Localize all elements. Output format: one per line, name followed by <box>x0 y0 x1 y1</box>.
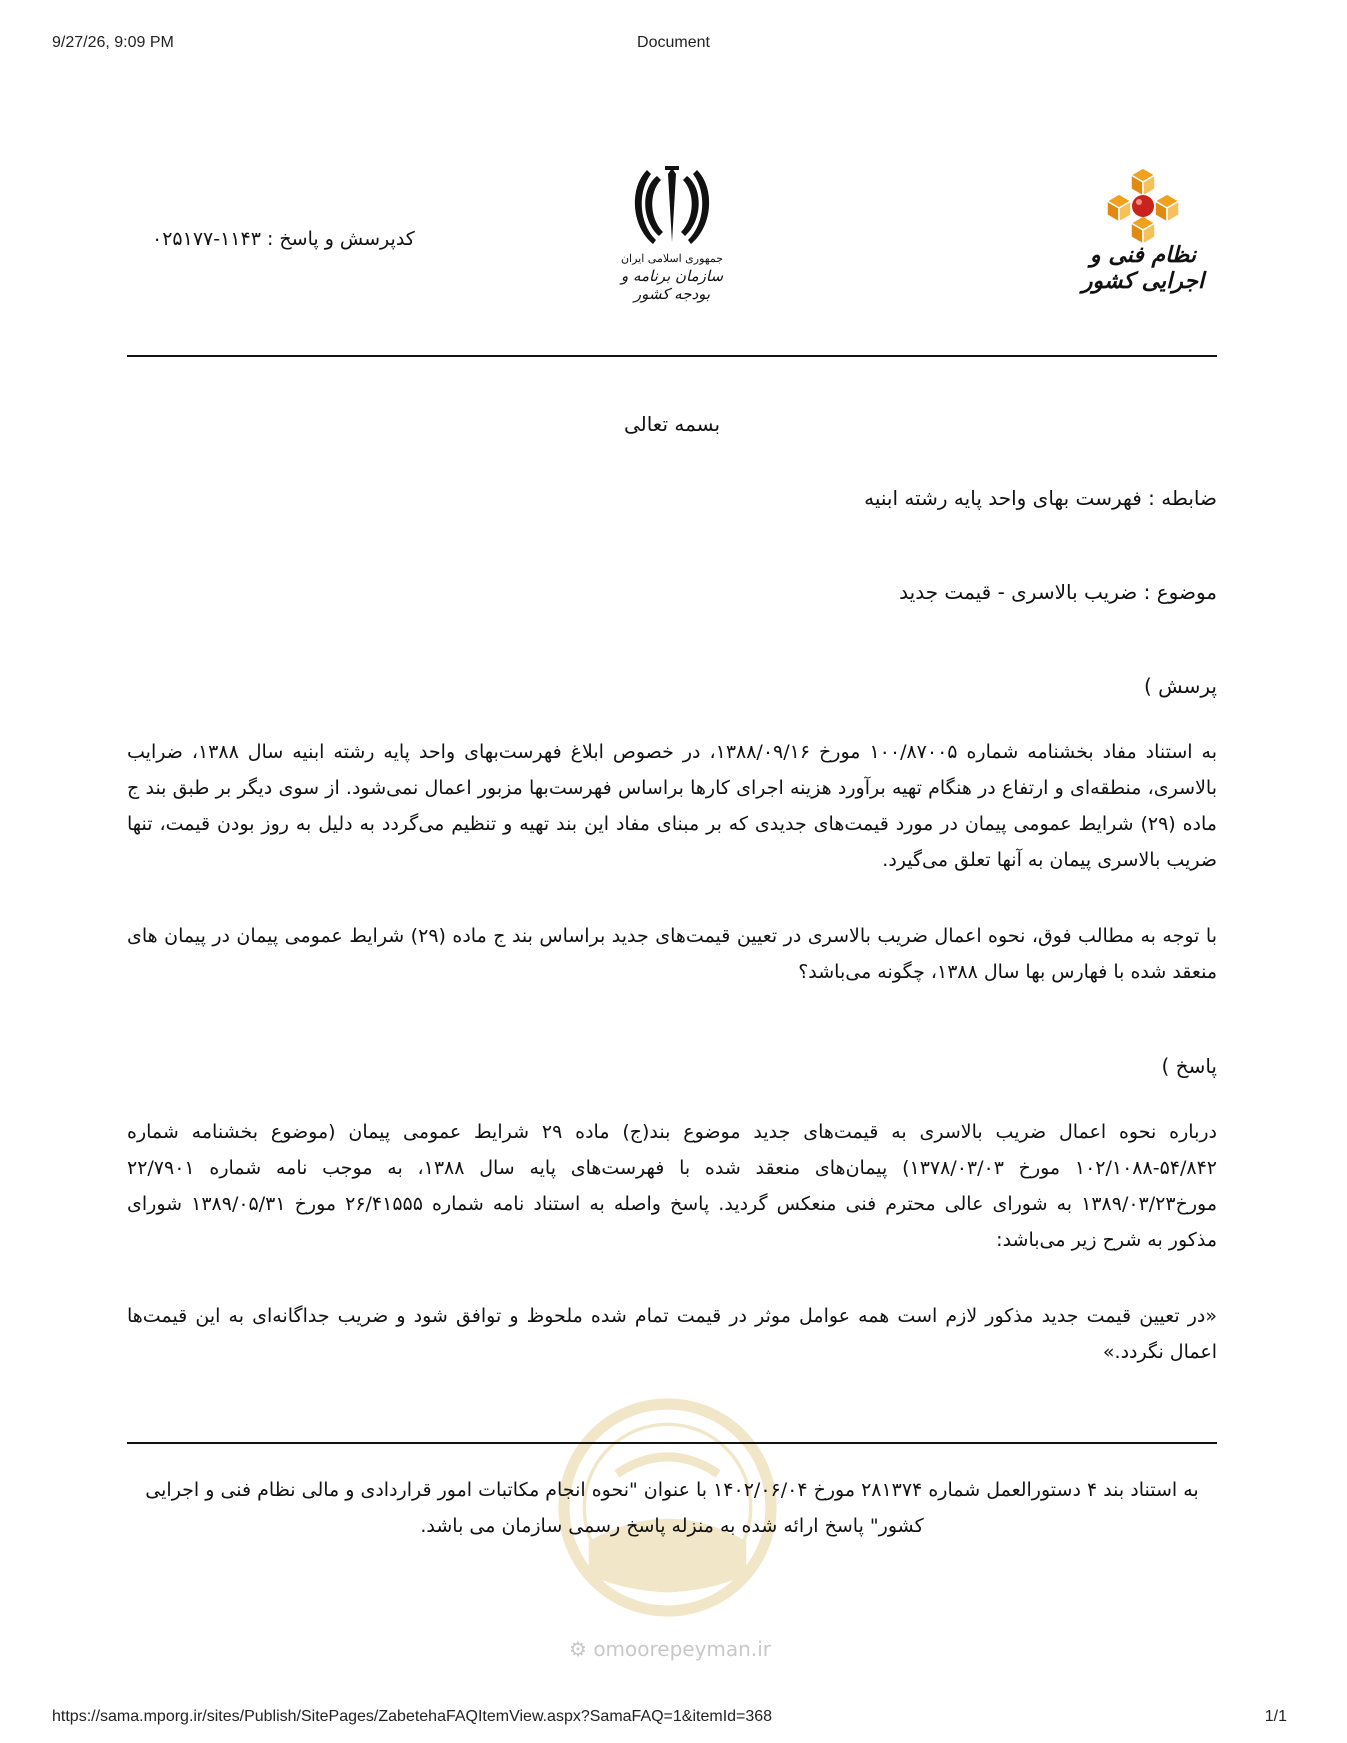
emblem-line-1: جمهوری اسلامی ایران <box>620 252 724 265</box>
print-document-title: Document <box>637 34 710 51</box>
subject-line: موضوع : ضریب بالاسری - قیمت جدید <box>899 580 1217 604</box>
zabeteh-line: ضابطه : فهرست بهای واحد پایه رشته ابنیه <box>864 486 1217 510</box>
cube-pyramid-logo-icon <box>1093 166 1193 246</box>
footnote-divider <box>127 1442 1217 1444</box>
iran-emblem-icon <box>627 160 717 250</box>
answer-label: پاسخ ) <box>1161 1054 1217 1078</box>
answer-paragraph-2: «در تعیین قیمت جدید مذکور لازم است همه عوامل موثر در قیمت تمام شده ملحوظ و توافق شود و ضریب جداگانه‌ای به این قیمت‌ها اعمال نگردد.» <box>127 1305 1217 1363</box>
iran-emblem <box>612 160 732 315</box>
question-paragraph-1: به استناد مفاد بخشنامه شماره ۱۰۰/۸۷۰۰۵ مورخ ۱۳۸۸/۰۹/۱۶، در خصوص ابلاغ فهرست‌بهای واحد پایه رشته ابنیه سال ۱۳۸۸، ضرایب بالاسری، منطقه‌ای و ارتفاع در هنگام تهیه برآورد هزینه اجرای کارها براساس فهرست‌بها مزبور اعمال نمی‌شود. از سوی دیگر بر طبق بند ج ماده (۲۹) شرایط عمومی پیمان در مورد قیمت‌های جدیدی که بر مبنای مفاد این بند تهیه و تنظیم می‌گردد به دلیل به روز بودن قیمت، تنها ضریب بالاسری پیمان به آنها تعلق می‌گیرد. <box>127 741 1218 871</box>
question-code: کدپرسش و پاسخ : ۱۱۴۳-۰۲۵۱۷۷ <box>152 228 415 250</box>
print-header <box>0 34 1347 58</box>
question-label: پرسش ) <box>1143 674 1217 698</box>
question-paragraph-2: با توجه به مطالب فوق، نحوه اعمال ضریب بالاسری در تعیین قیمت‌های جدید براساس بند ج ماده (۲۹) شرایط عمومی پیمان در پیمان های منعقد شده با فهارس بها سال ۱۳۸۸، چگونه می‌باشد؟ <box>127 925 1217 983</box>
nezam-fanni-logo <box>1068 166 1218 306</box>
watermark-site: ⚙ omoorepeyman.ir <box>569 1637 771 1661</box>
footnote-paragraph: به استناد بند ۴ دستورالعمل شماره ۲۸۱۳۷۴ مورخ ۱۴۰۲/۰۶/۰۴ با عنوان "نحوه انجام مکاتبات امور قراردادی و مالی نظام فنی و اجرایی کشور" پاسخ ارائه شده به منزله پاسخ رسمی سازمان می باشد. <box>145 1479 1199 1537</box>
page-number: 1/1 <box>1264 1708 1287 1725</box>
emblem-line-2: سازمان برنامه و بودجه کشور <box>620 267 724 303</box>
print-datetime: 9/27/26, 9:09 PM <box>52 34 174 51</box>
logo-text: نظام فنی و اجرایی کشور <box>1081 242 1205 294</box>
page-url[interactable]: https://sama.mporg.ir/sites/Publish/SitePages/ZabetehaFAQItemView.aspx?SamaFAQ=1&itemId=368 <box>52 1708 773 1725</box>
watermark-site-text: omoorepeyman.ir <box>593 1637 771 1661</box>
header-divider <box>127 355 1217 357</box>
answer-paragraph-1: درباره نحوه اعمال ضریب بالاسری به قیمت‌های جدید موضوع بند(ج) ماده ۲۹ شرایط عمومی پیمان (موضوع بخشنامه شماره ۵۴/۸۴۲-۱۰۲/۱۰۸۸ مورخ ۱۳۷۸/۰۳/۰۳) پیمان‌های منعقد شده با فهرست‌های پایه سال ۱۳۸۸، به موجب نامه شماره ۲۲/۷۹۰۱ مورخ۱۳۸۹/۰۳/۲۳ به شورای عالی محترم فنی منعکس گردید. پاسخ واصله به استناد نامه شماره ۲۶/۴۱۵۵۵ مورخ ۱۳۸۹/۰۵/۳۱ شورای مذکور به شرح زیر می‌باشد: <box>127 1121 1218 1251</box>
bismillah: بسمه تعالی <box>623 412 721 436</box>
